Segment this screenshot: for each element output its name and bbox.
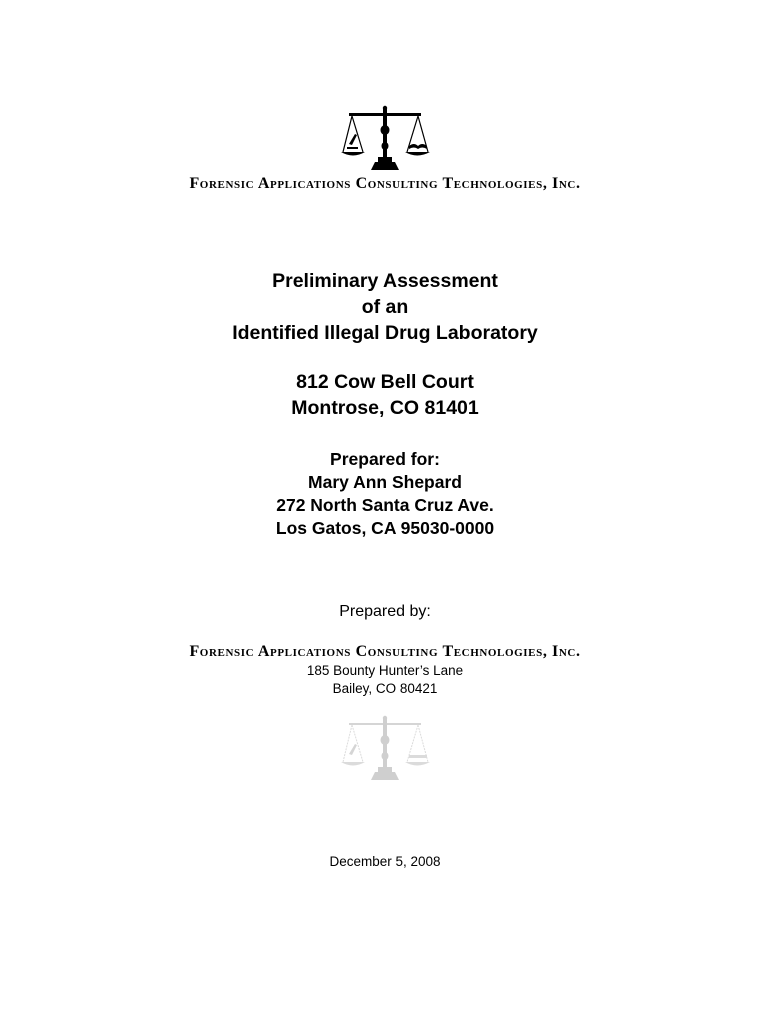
prepared-for-label: Prepared for:: [330, 449, 440, 469]
report-title: [0, 268, 770, 346]
prepared-for-block: [0, 448, 770, 540]
report-date: December 5, 2008: [329, 854, 441, 869]
prepared-by-label: Prepared by:: [339, 603, 431, 620]
report-title-line-1: Preliminary Assessment: [272, 270, 498, 292]
prepared-by-company-name: Forensic Applications Consulting Technologies, Inc.: [189, 643, 581, 660]
prepared-by-city-state-zip: Bailey, CO 80421: [332, 681, 438, 696]
client-city-state-zip: Los Gatos, CA 95030-0000: [275, 518, 495, 538]
prepared-by-address: [0, 662, 770, 698]
report-title-line-2: of an: [361, 296, 409, 318]
prepared-by-street: 185 Bounty Hunter’s Lane: [306, 663, 464, 678]
property-city-state-zip: Montrose, CO 81401: [291, 397, 479, 419]
client-name: Mary Ann Shepard: [308, 472, 462, 492]
scales-of-justice-icon: [335, 104, 435, 174]
scales-of-justice-watermark-icon: [335, 714, 435, 784]
header-company-name: Forensic Applications Consulting Technologies, Inc.: [189, 175, 581, 192]
property-address: [0, 369, 770, 421]
property-street: 812 Cow Bell Court: [296, 371, 474, 393]
client-street: 272 North Santa Cruz Ave.: [276, 495, 494, 515]
report-title-line-3: Identified Illegal Drug Laboratory: [232, 322, 538, 344]
